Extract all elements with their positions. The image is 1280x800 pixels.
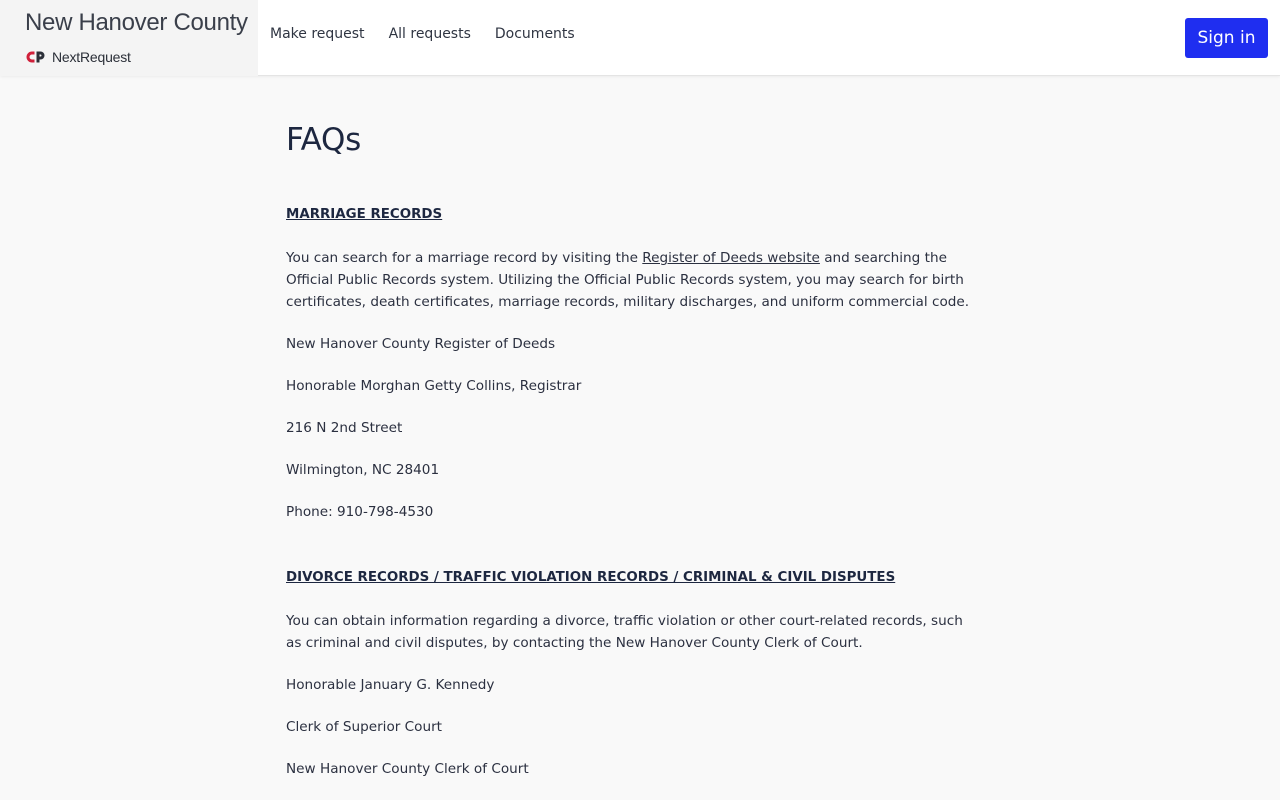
nextrequest-label: NextRequest [52, 49, 131, 65]
faq-section-divorce [286, 567, 986, 780]
divorce-line: Clerk of Superior Court [286, 719, 443, 735]
marriage-line: Phone: 910-798-4530 [286, 504, 434, 520]
nav-all-requests[interactable]: All requests [388, 26, 471, 42]
top-navbar [0, 0, 1280, 76]
marriage-line: Honorable Morghan Getty Collins, Registrar [286, 378, 582, 394]
divorce-line: Honorable January G. Kennedy [286, 677, 495, 693]
marriage-intro-before: You can search for a marriage record by visiting the [286, 250, 643, 266]
section-spacer [286, 543, 986, 567]
powered-by[interactable] [25, 49, 131, 65]
brand-block[interactable] [0, 0, 258, 76]
divorce-line: New Hanover County Clerk of Court [286, 761, 529, 777]
org-name[interactable]: New Hanover County [25, 9, 248, 36]
faq-content [286, 118, 986, 800]
nav-make-request[interactable]: Make request [270, 26, 365, 42]
page-title: FAQs [286, 122, 361, 158]
section-heading-marriage: MARRIAGE RECORDS [286, 207, 443, 222]
marriage-intro-after: and searching the Official Public Records system. Utilizing the Official Public Records system, you may search for birth certificates, death certificates, marriage records, military discharges, and uniform commercial code. [286, 250, 970, 310]
nextrequest-logo-icon [25, 50, 47, 64]
marriage-line: New Hanover County Register of Deeds [286, 336, 556, 352]
main-nav [270, 26, 575, 42]
divorce-intro: You can obtain information regarding a divorce, traffic violation or other court-related records, such as criminal and civil disputes, by contacting the New Hanover County Clerk of Court. [286, 613, 963, 651]
register-of-deeds-link[interactable]: Register of Deeds website [642, 250, 820, 266]
sign-in-button[interactable]: Sign in [1185, 18, 1268, 58]
section-heading-divorce: DIVORCE RECORDS / TRAFFIC VIOLATION RECORDS / CRIMINAL & CIVIL DISPUTES [286, 570, 896, 585]
marriage-line: 216 N 2nd Street [286, 420, 403, 436]
faq-section-marriage [286, 204, 986, 523]
nav-documents[interactable]: Documents [494, 26, 575, 42]
marriage-line: Wilmington, NC 28401 [286, 462, 440, 478]
marriage-intro [286, 247, 976, 313]
